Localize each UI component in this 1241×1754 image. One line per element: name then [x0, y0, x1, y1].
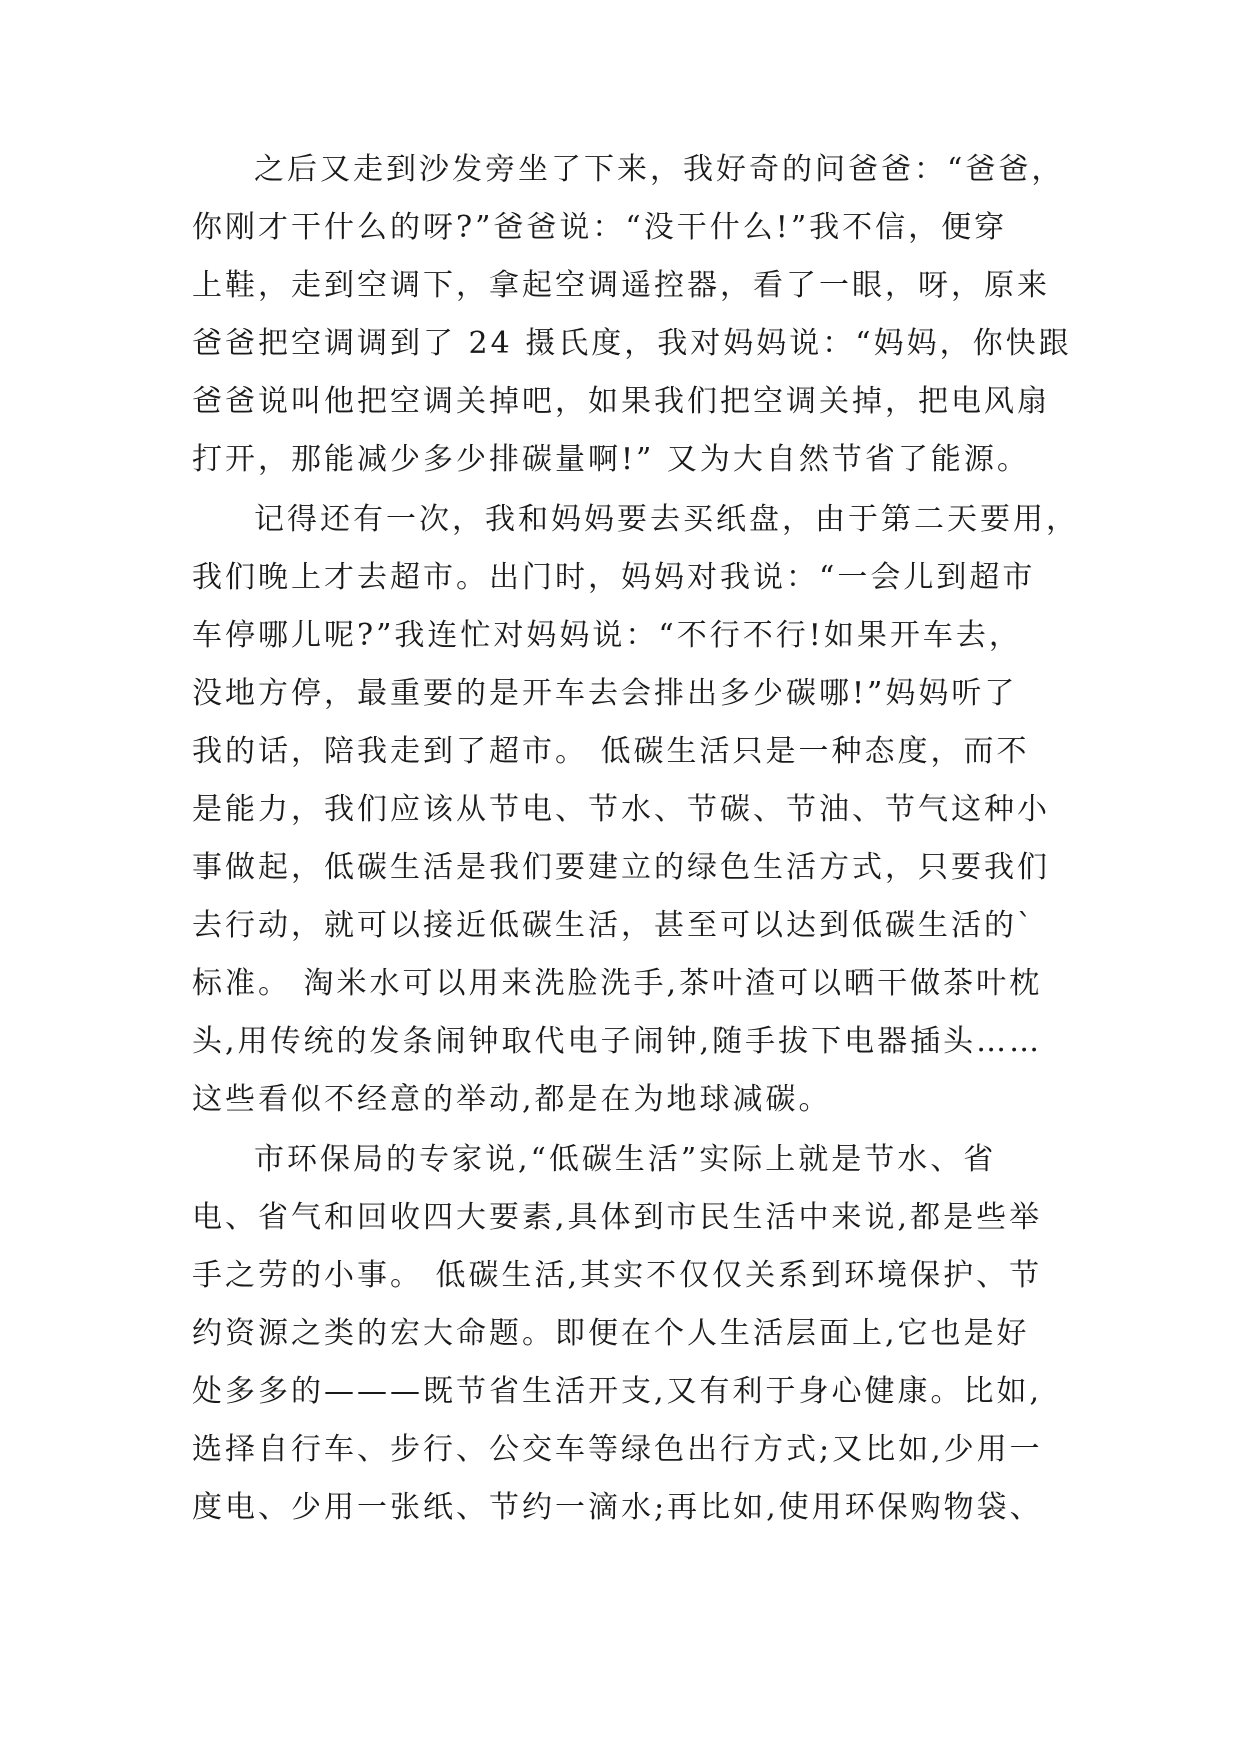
paragraph-2-line-4: 没地方停，最重要的是开车去会排出多少碳哪!”妈妈听了 [192, 676, 1018, 711]
paragraph-2-line-8: 去行动，就可以接近低碳生活，甚至可以达到低碳生活的` [192, 908, 1035, 943]
paragraph-1-line-1: 之后又走到沙发旁坐了下来，我好奇的问爸爸：“爸爸， [254, 152, 1065, 187]
paragraph-1-line-5: 爸爸说叫他把空调关掉吧，如果我们把空调关掉，把电风扇 [192, 384, 1050, 419]
paragraph-2-line-6: 是能力，我们应该从节电、节水、节碳、节油、节气这种小 [192, 792, 1050, 827]
paragraph-3-line-5: 处多多的———既节省生活开支,又有利于身心健康。比如, [192, 1374, 1043, 1409]
paragraph-3-line-3: 手之劳的小事。 低碳生活,其实不仅仅关系到环境保护、节 [192, 1258, 1043, 1293]
paragraph-2-line-1: 记得还有一次，我和妈妈要去买纸盘，由于第二天要用， [254, 502, 1079, 537]
paragraph-3-line-6: 选择自行车、步行、公交车等绿色出行方式;又比如,少用一 [192, 1432, 1043, 1467]
paragraph-1-line-3: 上鞋，走到空调下，拿起空调遥控器，看了一眼，呀，原来 [192, 268, 1050, 303]
paragraph-2-line-5: 我的话，陪我走到了超市。 低碳生活只是一种态度，而不 [192, 734, 1030, 769]
paragraph-2-line-10: 头,用传统的发条闹钟取代电子闹钟,随手拔下电器插头…… [192, 1024, 1043, 1059]
paragraph-3-line-7: 度电、少用一张纸、节约一滴水;再比如,使用环保购物袋、 [192, 1490, 1043, 1525]
paragraph-3-line-1: 市环保局的专家说,“低碳生活”实际上就是节水、省 [254, 1142, 997, 1177]
paragraph-1-line-6: 打开，那能减少多少排碳量啊!” 又为大自然节省了能源。 [192, 442, 1030, 477]
paragraph-2-line-2: 我们晚上才去超市。出门时，妈妈对我说：“一会儿到超市 [192, 560, 1036, 595]
paragraph-1-line-4: 爸爸把空调调到了 24 摄氏度，我对妈妈说：“妈妈，你快跟 [192, 326, 1072, 361]
paragraph-3-line-2: 电、省气和回收四大要素,具体到市民生活中来说,都是些举 [192, 1200, 1043, 1235]
paragraph-1-line-2: 你刚才干什么的呀?”爸爸说：“没干什么!”我不信，便穿 [192, 210, 1008, 245]
paragraph-2-line-3: 车停哪儿呢?”我连忙对妈妈说：“不行不行!如果开车去， [192, 618, 1022, 653]
paragraph-2-line-7: 事做起，低碳生活是我们要建立的绿色生活方式，只要我们 [192, 850, 1050, 885]
paragraph-3-line-4: 约资源之类的宏大命题。即便在个人生活层面上,它也是好 [192, 1316, 1030, 1351]
paragraph-2-line-11: 这些看似不经意的举动,都是在为地球减碳。 [192, 1082, 832, 1117]
paragraph-2-line-9: 标准。 淘米水可以用来洗脸洗手,茶叶渣可以晒干做茶叶枕 [192, 966, 1043, 1001]
